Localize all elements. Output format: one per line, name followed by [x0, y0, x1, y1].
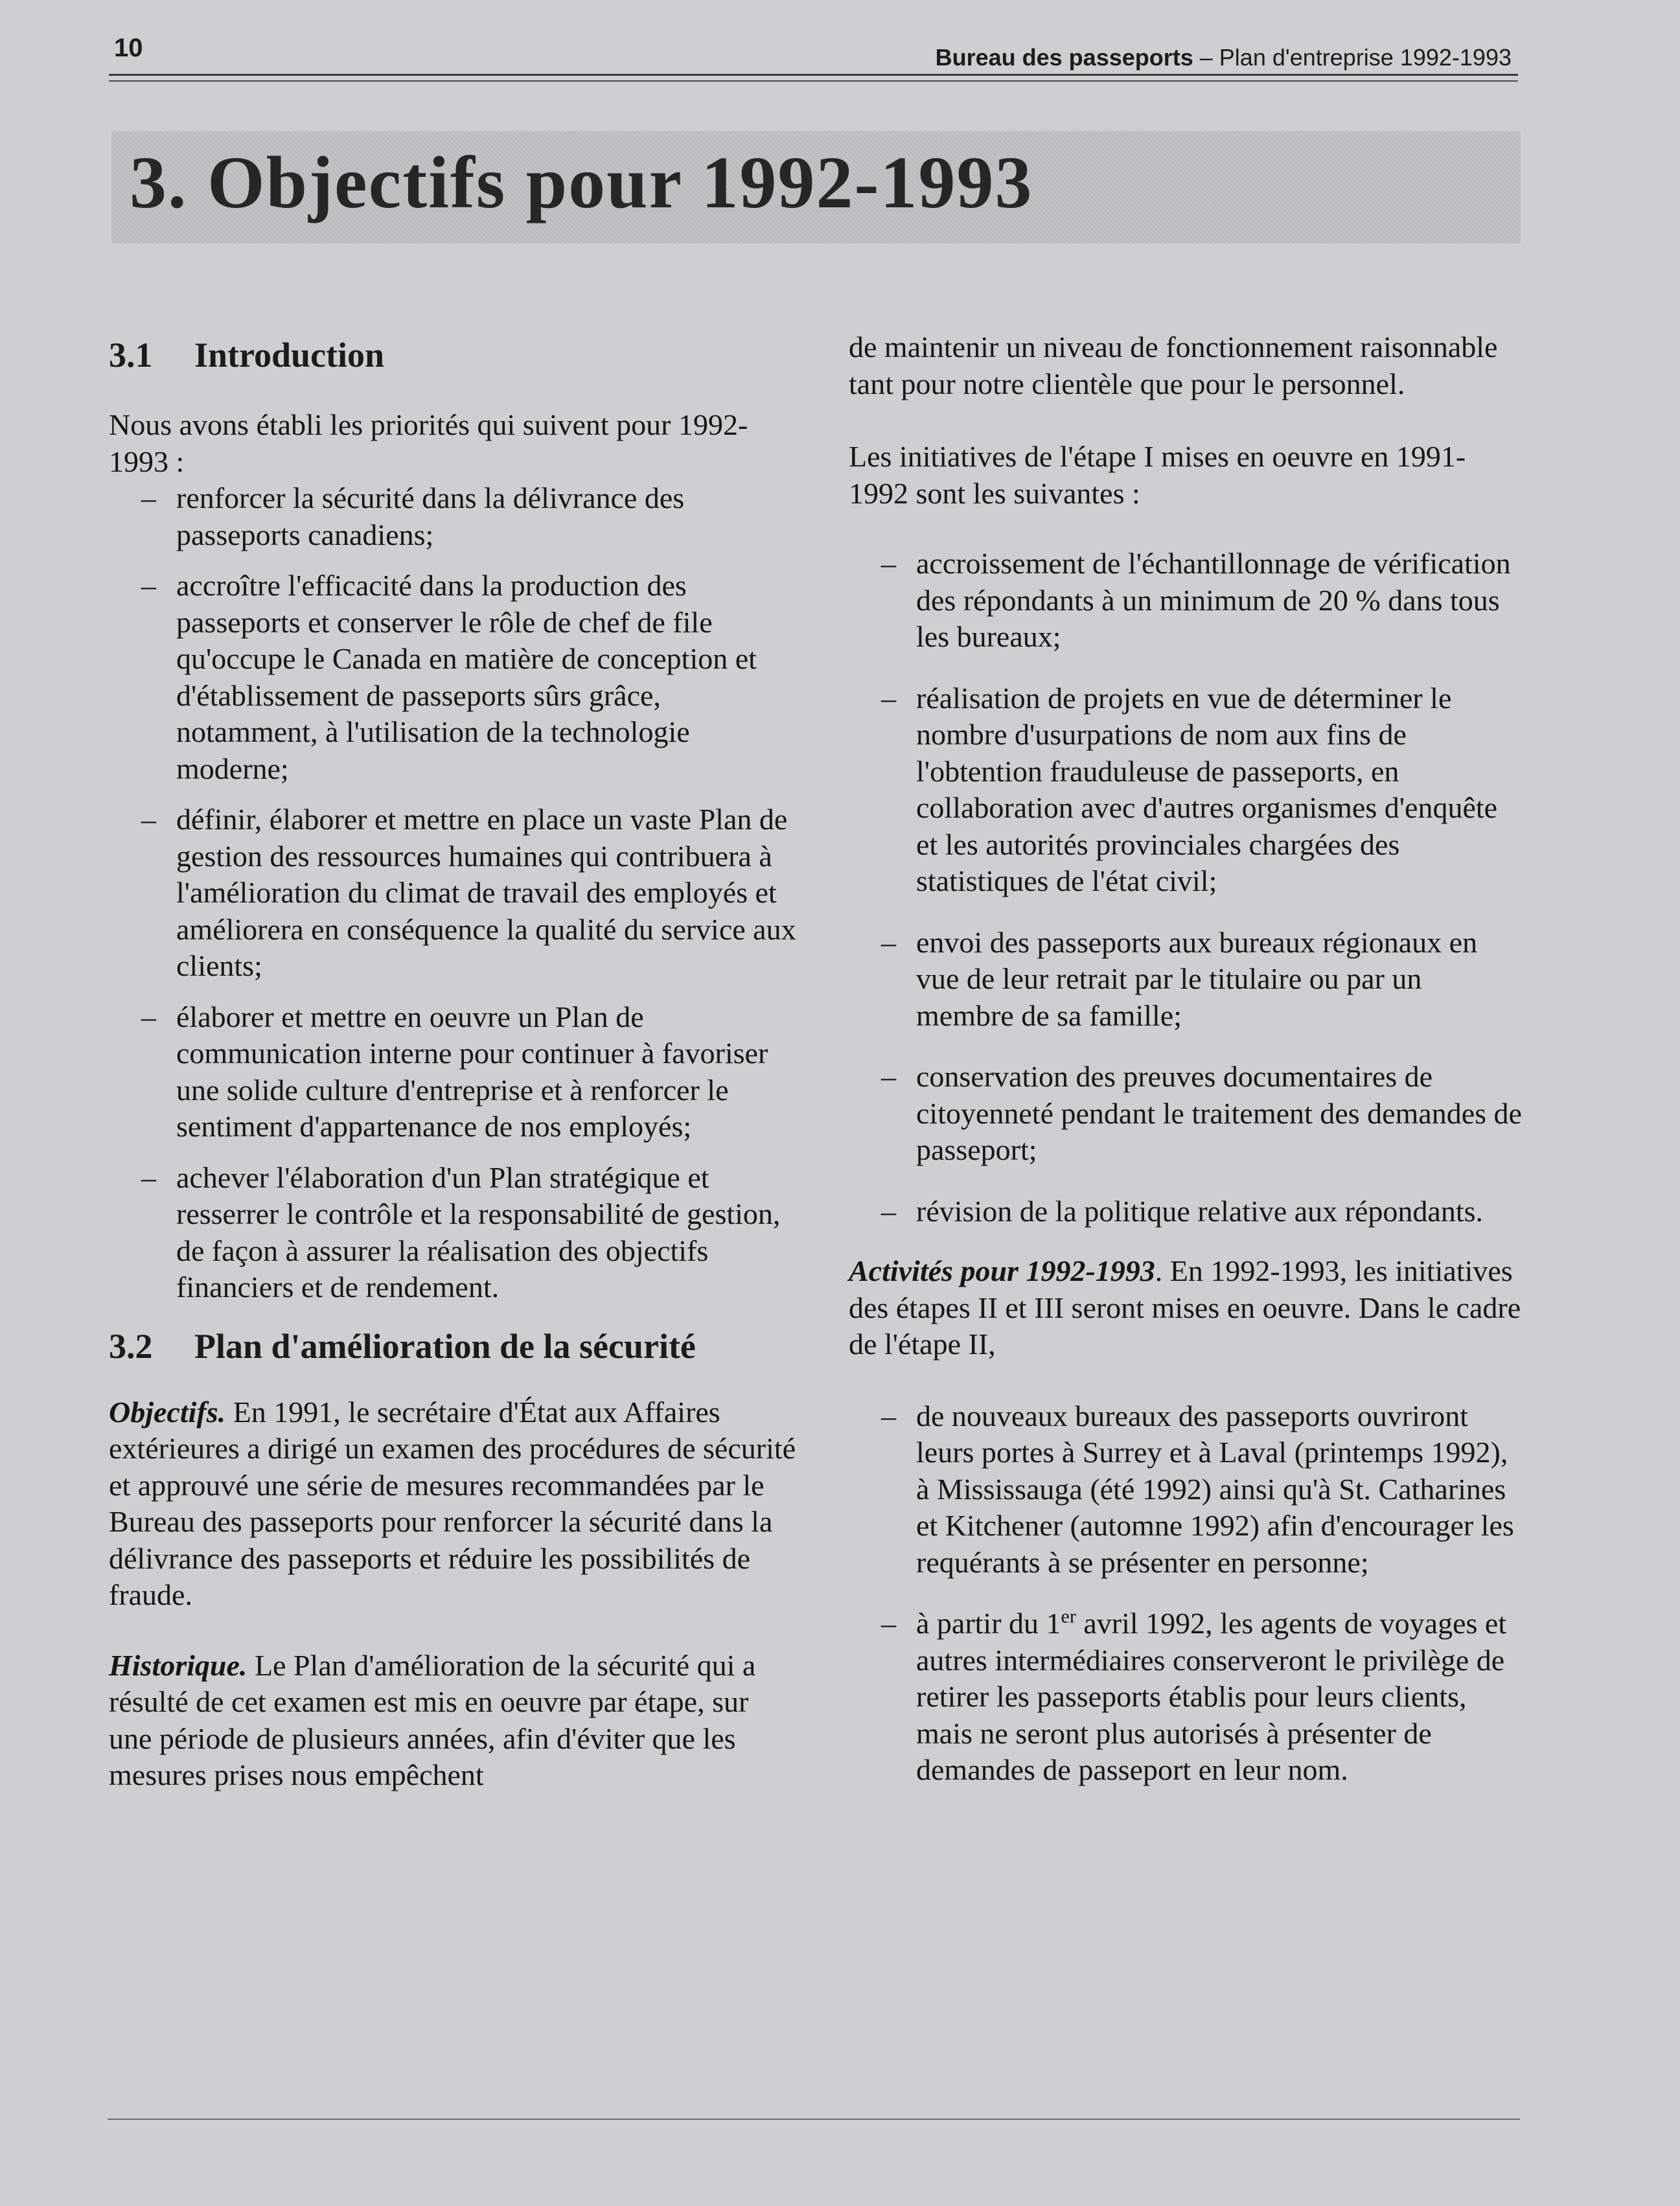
list-item	[849, 546, 1523, 656]
page-number: 10	[114, 34, 143, 62]
dash-marker: –	[881, 925, 896, 959]
running-title-bold: Bureau des passeports	[935, 44, 1193, 71]
objectifs-paragraph	[109, 1394, 797, 1614]
date-prefix: à partir du 1	[916, 1607, 1061, 1640]
dash-marker: –	[881, 1399, 896, 1432]
section-heading-securite	[109, 1320, 797, 1372]
dash-marker: –	[881, 1607, 896, 1640]
phase2-list	[849, 1398, 1523, 1789]
dash-marker: –	[881, 1060, 896, 1093]
list-item	[849, 925, 1523, 1035]
list-item	[109, 1160, 797, 1306]
list-item-text: réalisation de projets en vue de déterminer le nombre d'usurpations de nom aux fins de l'obtention frauduleuse de passeports, en collaboration avec d'autres organismes d'enquête et les autorités provinciales chargées des statistiques de l'état civil;	[916, 681, 1498, 897]
ordinal-superscript: er	[1061, 1605, 1076, 1627]
list-item-text: définir, élaborer et mettre en place un vaste Plan de gestion des ressources humaines qui contribuera à l'amélioration du climat de travail des employés et améliorera en conséquence la qualité du service aux clients;	[176, 803, 796, 982]
objectifs-text: En 1991, le secrétaire d'État aux Affaires extérieures a dirigé un examen des procédures de sécurité et approuvé une série de mesures recommandées par le Bureau des passeports pour renforcer la sécurité dans la délivrance des passeports et réduire les possibilités de fraude.	[109, 1395, 796, 1611]
list-item-text: accroissement de l'échantillonnage de vérification des répondants à un minimum de 20 % dans tous les bureaux;	[916, 547, 1511, 653]
activites-paragraph	[849, 1253, 1523, 1363]
objectifs-label: Objectifs.	[109, 1395, 226, 1429]
header-rule-thick	[109, 74, 1518, 76]
list-item-text: de nouveaux bureaux des passeports ouvriront leurs portes à Surrey et à Laval (printemps 1992), à Mississauga (été 1992) ainsi qu'à St. Catharines et Kitchener (automne 1992) afin d'encourager les requérants à se présenter en personne;	[916, 1399, 1514, 1579]
dash-marker: –	[141, 481, 156, 514]
dash-marker: –	[881, 1194, 896, 1228]
header-rule-thin	[109, 80, 1518, 82]
section-number: 3.1	[109, 336, 153, 374]
section-heading-introduction	[109, 329, 797, 381]
list-item-text: élaborer et mettre en oeuvre un Plan de communication interne pour continuer à favoriser une solide culture d'entreprise et à renforcer le sentiment d'appartenance de nos employés;	[176, 1000, 768, 1143]
section-title: Plan d'amélioration de la sécurité	[194, 1326, 696, 1366]
priorities-list	[109, 480, 797, 1306]
list-item	[109, 801, 797, 985]
list-item-text: envoi des passeports aux bureaux régionaux en vue de leur retrait par le titulaire ou par un membre de sa famille;	[916, 925, 1478, 1032]
historique-paragraph	[109, 1648, 797, 1794]
historique-text: Le Plan d'amélioration de la sécurité qui a résulté de cet examen est mis en oeuvre par étape, sur une période de plusieurs années, afin d'éviter que les mesures prises nous empêchent	[109, 1648, 756, 1791]
list-item-text: achever l'élaboration d'un Plan stratégique et resserrer le contrôle et la responsabilité de gestion, de façon à assurer la réalisation des objectifs financiers et de rendement.	[176, 1160, 781, 1304]
section-title: Introduction	[194, 336, 385, 374]
left-column	[109, 329, 797, 1794]
footer-rule	[108, 2119, 1520, 2120]
date-suffix: avril 1992, les agents de voyages et autres intermédiaires conserveront le privilège de retirer les passeports établis pour leurs clients, mais ne seront plus autorisés à présenter de demandes de passeport en leur nom.	[916, 1607, 1507, 1786]
dash-marker: –	[141, 1160, 156, 1194]
intro-paragraph: Nous avons établi les priorités qui suivent pour 1992-1993 :	[109, 408, 748, 478]
list-item	[849, 1398, 1523, 1581]
list-item	[109, 568, 797, 787]
activites-text: . En 1992-1993, les initiatives des étapes II et III seront mises en oeuvre. Dans le cadre de l'étape II,	[849, 1254, 1521, 1361]
activites-label: Activités pour 1992-1993	[849, 1254, 1155, 1287]
running-title-rest: – Plan d'entreprise 1992-1993	[1193, 44, 1512, 71]
phase1-intro: Les initiatives de l'étape I mises en oeuvre en 1991-1992 sont les suivantes :	[849, 440, 1466, 510]
dash-marker: –	[881, 681, 896, 715]
section-number: 3.2	[109, 1326, 153, 1366]
dash-marker: –	[141, 803, 156, 836]
dash-marker: –	[141, 1000, 156, 1033]
historique-label: Historique.	[109, 1648, 247, 1682]
continuation-paragraph: de maintenir un niveau de fonctionnement raisonnable tant pour notre clientèle que pour le personnel.	[849, 330, 1498, 400]
list-item-text: renforcer la sécurité dans la délivrance des passeports canadiens;	[176, 481, 685, 551]
dash-marker: –	[141, 569, 156, 602]
right-column	[849, 329, 1523, 1813]
phase1-list	[849, 546, 1523, 1230]
list-item	[849, 1059, 1523, 1169]
running-header	[109, 27, 1518, 80]
list-item	[849, 1605, 1523, 1789]
list-item	[849, 1193, 1523, 1230]
list-item	[849, 680, 1523, 900]
list-item-text: révision de la politique relative aux répondants.	[916, 1194, 1484, 1228]
list-item	[109, 999, 797, 1145]
dash-marker: –	[881, 547, 896, 580]
chapter-title: 3. Objectifs pour 1992-1993	[130, 141, 1033, 224]
running-title	[936, 44, 1512, 71]
list-item-text	[916, 1607, 1506, 1786]
chapter-title-band	[111, 131, 1521, 244]
list-item-text: conservation des preuves documentaires de citoyenneté pendant le traitement des demandes de passeport;	[916, 1060, 1522, 1166]
list-item-text: accroître l'efficacité dans la production des passeports et conserver le rôle de chef de file qu'occupe le Canada en matière de conception et d'établissement de passeports sûrs grâce, notamment, à l'utilisation de la technologie moderne;	[176, 569, 757, 785]
list-item	[109, 480, 797, 553]
